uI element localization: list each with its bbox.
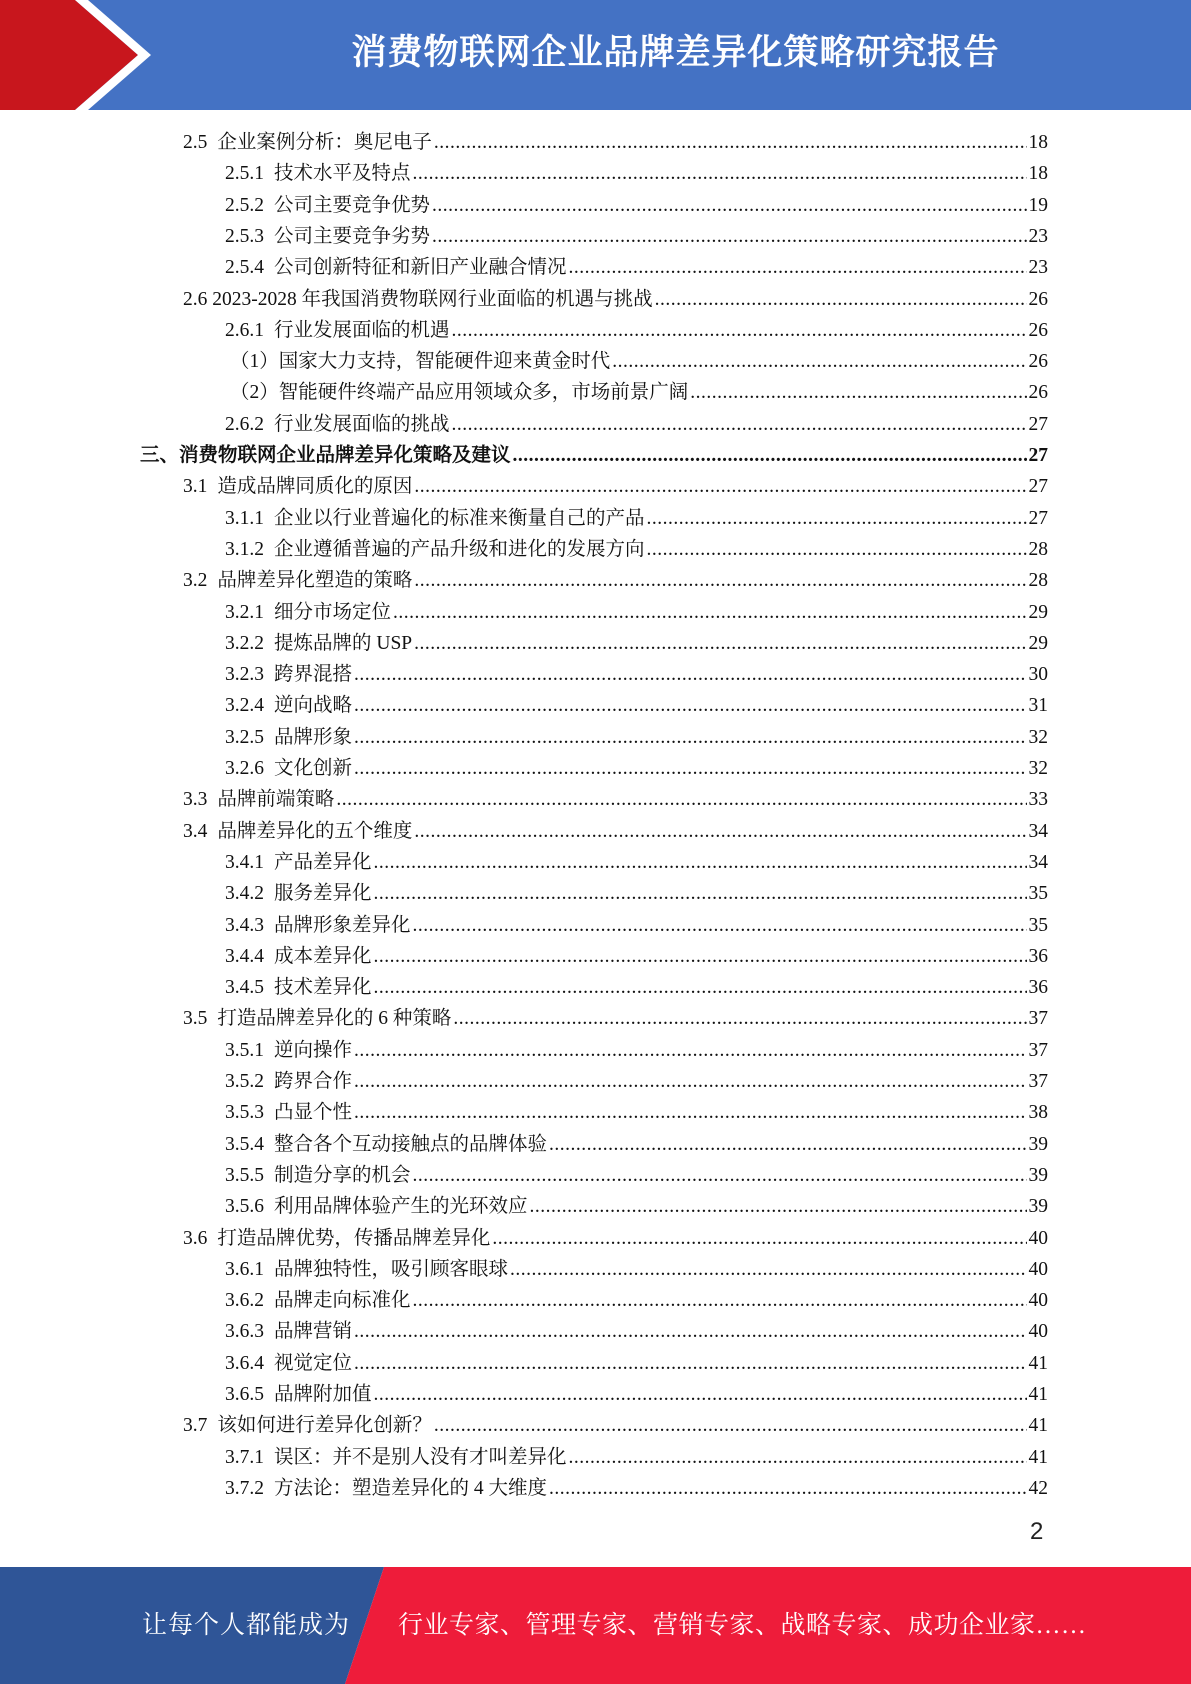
toc-entry-page: 39 (1028, 1164, 1048, 1186)
toc-entry-page: 32 (1028, 758, 1048, 779)
toc-entry-page: 26 (1028, 319, 1048, 341)
toc-entry[interactable] (183, 284, 1048, 315)
toc-entry-title: 产品差异化 (274, 851, 372, 873)
toc-dot-leader (413, 910, 1027, 941)
toc-dot-leader (569, 1442, 1027, 1473)
toc-dot-leader (513, 440, 1027, 471)
toc-entry-title: 制造分享的机会 (274, 1164, 411, 1186)
toc-entry[interactable] (225, 503, 1048, 534)
toc-entry-title: 品牌形象差异化 (274, 914, 411, 936)
toc-entry-title: 技术水平及特点 (274, 163, 411, 185)
toc-dot-leader (354, 753, 1026, 784)
page-number: 2 (1030, 1518, 1044, 1545)
toc-entry[interactable] (183, 784, 1048, 815)
toc-entry-page: 40 (1028, 1227, 1048, 1249)
toc-dot-leader (354, 1316, 1026, 1347)
toc-entry-title: 公司创新特征和新旧产业融合情况 (274, 257, 567, 279)
toc-entry-page: 39 (1028, 1196, 1048, 1218)
toc-entry-title: 品牌前端策略 (217, 789, 335, 811)
toc-entry[interactable] (183, 1410, 1048, 1441)
toc-entry-number: 3.5.3 (225, 1102, 264, 1124)
toc-entry[interactable] (225, 315, 1048, 346)
footer-slogan-right: 行业专家、管理专家、营销专家、战略专家、成功企业家…… (398, 1612, 1087, 1639)
toc-entry[interactable] (225, 1129, 1048, 1160)
toc-entry-page: 32 (1028, 726, 1048, 748)
toc-entry-number: 3.5.2 (225, 1071, 264, 1092)
toc-entry-page: 39 (1028, 1133, 1048, 1155)
toc-entry[interactable] (225, 1379, 1048, 1410)
toc-entry[interactable] (225, 252, 1048, 283)
toc-entry-title: 品牌独特性，吸引顾客眼球 (274, 1258, 509, 1280)
toc-entry-title: 消费物联网企业品牌差异化策略及建议 (179, 445, 511, 466)
toc-entry-page: 37 (1028, 1008, 1048, 1030)
toc-entry-page: 35 (1028, 914, 1048, 936)
toc-dot-leader (690, 377, 1026, 408)
toc-dot-leader (414, 816, 1026, 847)
toc-entry-title: 文化创新 (274, 758, 353, 779)
toc-dot-leader (612, 346, 1026, 377)
toc-entry-title: 企业遵循普遍的产品升级和进化的发展方向 (274, 538, 645, 560)
toc-entry-title: 品牌形象 (274, 726, 353, 748)
toc-entry-number: 3.4 (183, 820, 208, 842)
toc-dot-leader (374, 847, 1027, 878)
toc-entry-number: 3.1.2 (225, 538, 264, 560)
toc-dot-leader (434, 127, 1027, 158)
toc-entry[interactable] (225, 972, 1048, 1003)
toc-entry[interactable] (225, 158, 1048, 189)
toc-entry-title: 品牌附加值 (274, 1384, 372, 1405)
toc-entry-page: 33 (1028, 789, 1048, 811)
toc-entry-title: 跨界合作 (274, 1071, 353, 1092)
toc-entry-page: 18 (1028, 132, 1048, 153)
toc-dot-leader (354, 1066, 1026, 1097)
toc-entry-title: 行业发展面临的挑战 (274, 413, 450, 435)
toc-dot-leader (453, 1003, 1026, 1034)
toc-entry-number: 3.3 (183, 789, 208, 811)
toc-entry-title: 行业发展面临的机遇 (274, 319, 450, 341)
toc-entry[interactable] (183, 127, 1048, 158)
toc-entry-title: 打造品牌差异化的 6 种策略 (217, 1008, 452, 1030)
toc-dot-leader (393, 597, 1026, 628)
toc-dot-leader (549, 1129, 1026, 1160)
toc-dot-leader (354, 722, 1026, 753)
header-red-block (0, 0, 138, 110)
toc-entry[interactable] (183, 471, 1048, 502)
toc-dot-leader (452, 315, 1027, 346)
toc-entry-number: 3.5.1 (225, 1039, 264, 1061)
toc-entry[interactable] (225, 597, 1048, 628)
toc-dot-leader (413, 158, 1027, 189)
toc-dot-leader (647, 503, 1027, 534)
toc-dot-leader (432, 190, 1026, 221)
toc-entry-title: 品牌差异化塑造的策略 (217, 570, 413, 592)
toc-dot-leader (414, 565, 1026, 596)
toc-entry-page: 35 (1028, 883, 1048, 905)
toc-entry-title: 误区：并不是别人没有才叫差异化 (274, 1446, 567, 1468)
toc-entry-number: 2.5.4 (225, 257, 264, 279)
toc-entry-number: 2.6.2 (225, 413, 264, 435)
toc-entry[interactable] (230, 346, 1048, 377)
toc-dot-leader (336, 784, 1026, 815)
toc-entry-number: 3.4.4 (225, 945, 264, 967)
toc-dot-leader (647, 534, 1027, 565)
toc-entry-number: 3.5.5 (225, 1164, 264, 1186)
toc-entry-title: 凸显个性 (274, 1102, 353, 1124)
toc-entry-number: 3.2.6 (225, 758, 264, 779)
toc-entry-page: 27 (1028, 413, 1048, 435)
toc-entry[interactable] (225, 878, 1048, 909)
toc-entry-page: 37 (1028, 1039, 1048, 1061)
toc-entry-title: 品牌差异化的五个维度 (217, 820, 413, 842)
toc-entry-title: 企业以行业普遍化的标准来衡量自己的产品 (274, 507, 645, 529)
toc-entry-number: 3.1 (183, 476, 208, 498)
toc-entry-title: 品牌走向标准化 (274, 1290, 411, 1312)
toc-entry-number: 3.7 (183, 1415, 208, 1437)
toc-entry-page: 29 (1028, 632, 1048, 654)
toc-entry-number: 2.5 (183, 132, 208, 153)
toc-entry-number: 3.2.4 (225, 695, 264, 717)
toc-entry-title: 服务差异化 (274, 883, 372, 905)
toc-entry-title: 细分市场定位 (274, 601, 392, 623)
toc-entry-title: 逆向战略 (274, 695, 353, 717)
toc-dot-leader (414, 628, 1026, 659)
toc-dot-leader (452, 409, 1027, 440)
toc-entry-page: 40 (1028, 1290, 1048, 1312)
page-header (0, 0, 1191, 110)
toc-entry-page: 34 (1028, 851, 1048, 873)
toc-entry[interactable] (225, 722, 1048, 753)
toc-entry[interactable] (225, 1035, 1048, 1066)
toc-entry-title: 造成品牌同质化的原因 (217, 476, 413, 498)
toc-entry-number: 2.5.3 (225, 225, 264, 247)
toc-entry-number: 3.4.1 (225, 851, 264, 873)
toc-entry-page: 38 (1028, 1102, 1048, 1124)
toc-dot-leader (354, 659, 1026, 690)
toc-entry-number: 3.7.1 (225, 1446, 264, 1468)
toc-dot-leader (492, 1223, 1026, 1254)
toc-entry-title: （1）国家大力支持，智能硬件迎来黄金时代 (230, 351, 611, 373)
toc-entry-title: 方法论：塑造差异化的 4 大维度 (274, 1477, 548, 1499)
toc-entry[interactable] (225, 1191, 1048, 1222)
toc-entry-number: 3.2.2 (225, 632, 264, 654)
toc-entry[interactable] (225, 221, 1048, 252)
toc-dot-leader (569, 252, 1027, 283)
toc-entry[interactable] (225, 1285, 1048, 1316)
toc-entry-number: 三、 (140, 445, 180, 466)
toc-entry-title: 利用品牌体验产生的光环效应 (274, 1196, 528, 1218)
toc-entry[interactable] (225, 1442, 1048, 1473)
toc-entry-title: 2.6 2023-2028 年我国消费物联网行业面临的机遇与挑战 (183, 288, 653, 310)
toc-entry-page: 41 (1028, 1446, 1048, 1468)
toc-dot-leader (413, 1285, 1027, 1316)
toc-entry-title: 公司主要竞争优势 (274, 194, 431, 216)
toc-entry-page: 26 (1028, 351, 1048, 373)
toc-entry-title: 视觉定位 (274, 1352, 353, 1374)
toc-entry-page: 41 (1028, 1352, 1048, 1374)
toc-entry[interactable] (225, 628, 1048, 659)
toc-entry-number: 3.6.2 (225, 1290, 264, 1312)
toc-entry-page: 23 (1028, 225, 1048, 247)
toc-dot-leader (549, 1473, 1026, 1504)
toc-dot-leader (510, 1254, 1026, 1285)
toc-entry[interactable] (225, 534, 1048, 565)
toc-entry-number: 3.2.5 (225, 726, 264, 748)
toc-entry-number: 3.2.3 (225, 664, 264, 686)
toc-entry-number: 3.6.4 (225, 1352, 264, 1374)
toc-entry-page: 40 (1028, 1321, 1048, 1343)
toc-entry-number: 3.4.3 (225, 914, 264, 936)
toc-entry[interactable] (225, 941, 1048, 972)
toc-dot-leader (354, 1035, 1026, 1066)
toc-entry-number: 3.6.3 (225, 1321, 264, 1343)
toc-entry-number: 3.1.1 (225, 507, 264, 529)
toc-entry-number: 2.5.1 (225, 163, 264, 185)
toc-entry[interactable] (225, 409, 1048, 440)
toc-entry-number: 3.5 (183, 1008, 208, 1030)
toc-entry-page: 19 (1028, 194, 1048, 216)
toc-entry-page: 34 (1028, 820, 1048, 842)
toc-entry-number: 2.6.1 (225, 319, 264, 341)
toc-entry-page: 30 (1028, 664, 1048, 686)
report-title: 消费物联网企业品牌差异化策略研究报告 (351, 33, 1000, 73)
toc-entry[interactable] (230, 377, 1048, 408)
footer-slogan-left: 让每个人都能成为 (142, 1612, 351, 1639)
toc-entry-page: 18 (1028, 163, 1048, 185)
toc-entry-number: 3.2 (183, 570, 208, 592)
toc-entry-page: 36 (1028, 977, 1048, 999)
toc-entry-page: 36 (1028, 945, 1048, 967)
toc-entry-page: 27 (1028, 507, 1048, 529)
toc-entry-number: 3.6 (183, 1227, 208, 1249)
toc-dot-leader (354, 1097, 1026, 1128)
toc-entry-number: 3.4.5 (225, 977, 264, 999)
toc-entry-page: 40 (1028, 1258, 1048, 1280)
toc-entry[interactable] (225, 1097, 1048, 1128)
toc-entry-number: 3.5.4 (225, 1133, 264, 1155)
toc-dot-leader (354, 690, 1026, 721)
toc-entry-title: 该如何进行差异化创新？ (217, 1415, 432, 1437)
toc-entry[interactable] (183, 1003, 1048, 1034)
toc-entry-title: 跨界混搭 (274, 664, 353, 686)
toc-entry-page: 28 (1028, 570, 1048, 592)
toc-dot-leader (413, 1160, 1027, 1191)
toc-entry-number: 3.6.1 (225, 1258, 264, 1280)
toc-entry-page: 28 (1028, 538, 1048, 560)
toc-entry-page: 41 (1028, 1415, 1048, 1437)
toc-entry[interactable] (225, 1316, 1048, 1347)
toc-entry-number: 3.7.2 (225, 1477, 264, 1499)
toc-entry[interactable] (225, 1160, 1048, 1191)
toc-dot-leader (434, 1410, 1027, 1441)
toc-entry[interactable] (225, 910, 1048, 941)
toc-entry-number: 2.5.2 (225, 194, 264, 216)
toc-entry-title: 成本差异化 (274, 945, 372, 967)
toc-entry-page: 31 (1028, 695, 1048, 717)
toc-entry[interactable] (140, 440, 1048, 471)
toc-entry[interactable] (225, 659, 1048, 690)
toc-entry[interactable] (225, 1066, 1048, 1097)
toc-entry-page: 29 (1028, 601, 1048, 623)
toc-entry-page: 41 (1028, 1384, 1048, 1405)
header-arrow-decoration (0, 0, 160, 110)
toc-entry[interactable] (225, 190, 1048, 221)
toc-entry[interactable] (225, 1254, 1048, 1285)
toc-entry-page: 37 (1028, 1071, 1048, 1092)
toc-entry-title: 逆向操作 (274, 1039, 353, 1061)
toc-entry-page: 26 (1028, 382, 1048, 404)
toc-entry-number: 3.6.5 (225, 1384, 264, 1405)
toc-entry-title: 整合各个互动接触点的品牌体验 (274, 1133, 548, 1155)
toc-entry-number: 3.2.1 (225, 601, 264, 623)
toc-dot-leader (530, 1191, 1027, 1222)
toc-entry-title: 技术差异化 (274, 977, 372, 999)
toc-entry-title: 提炼品牌的 USP (274, 632, 413, 654)
toc-entry[interactable] (183, 565, 1048, 596)
toc-entry-page: 27 (1028, 445, 1048, 466)
toc-entry-title: 品牌营销 (274, 1321, 353, 1343)
toc-entry-title: （2）智能硬件终端产品应用领域众多，市场前景广阔 (230, 382, 689, 404)
toc-entry[interactable] (225, 1473, 1048, 1504)
toc-entry[interactable] (225, 753, 1048, 784)
toc-entry[interactable] (183, 1223, 1048, 1254)
toc-dot-leader (374, 972, 1027, 1003)
toc-entry[interactable] (183, 816, 1048, 847)
toc-dot-leader (374, 1379, 1027, 1410)
toc-entry[interactable] (225, 690, 1048, 721)
toc-entry-number: 3.4.2 (225, 883, 264, 905)
toc-entry-number: 3.5.6 (225, 1196, 264, 1218)
toc-entry[interactable] (225, 847, 1048, 878)
toc-entry-page: 27 (1028, 476, 1048, 498)
toc-dot-leader (374, 878, 1027, 909)
toc-entry-page: 42 (1028, 1477, 1048, 1499)
toc-entry-page: 23 (1028, 257, 1048, 279)
toc-entry-title: 打造品牌优势，传播品牌差异化 (217, 1227, 491, 1249)
page-footer (0, 1567, 1191, 1684)
toc-entry[interactable] (225, 1348, 1048, 1379)
toc-entry-title: 企业案例分析：奥尼电子 (217, 132, 432, 153)
toc-dot-leader (414, 471, 1026, 502)
toc-dot-leader (432, 221, 1026, 252)
toc-dot-leader (374, 941, 1027, 972)
toc-entry-title: 公司主要竞争劣势 (274, 225, 431, 247)
toc-entry-page: 26 (1028, 288, 1048, 310)
toc-dot-leader (354, 1348, 1026, 1379)
toc-dot-leader (655, 284, 1027, 315)
